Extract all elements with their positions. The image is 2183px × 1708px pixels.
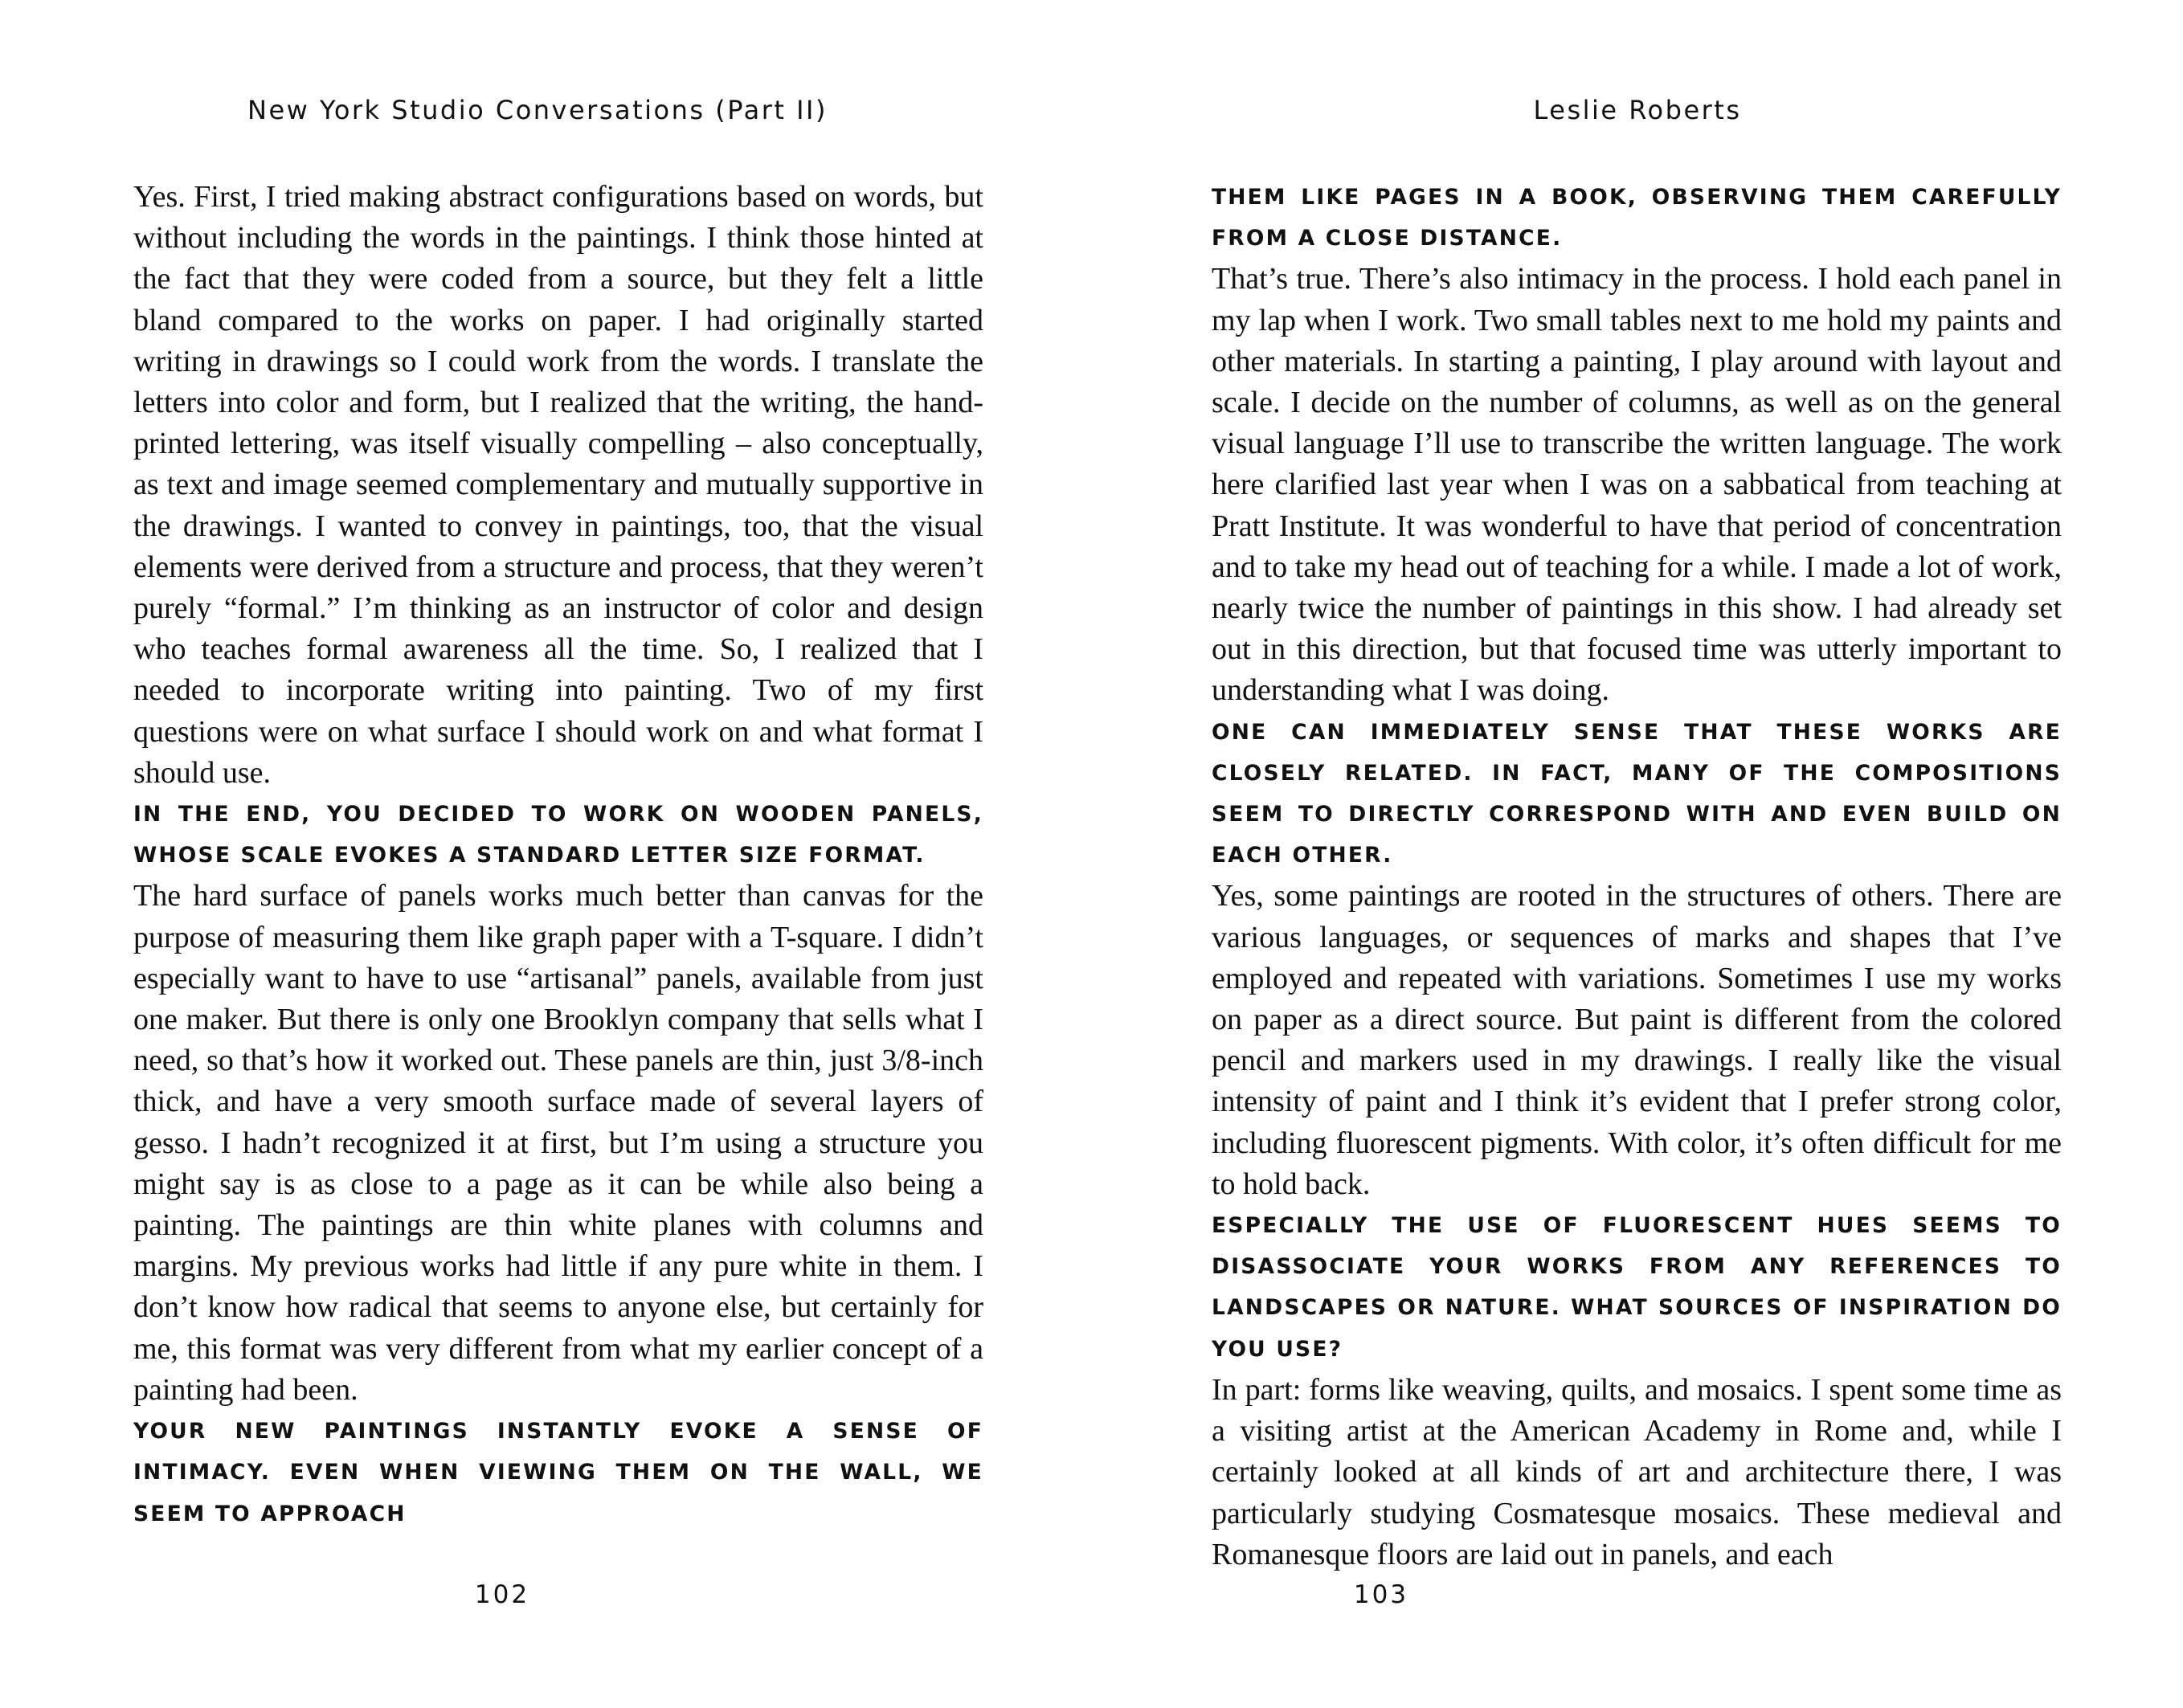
question-paragraph: YOUR NEW PAINTINGS INSTANTLY EVOKE A SENSE OF INTIMACY. EVEN WHEN VIEWING THEM ON THE WALL, WE SEEM TO APPROACH [133,1419,983,1526]
answer-paragraph: Yes. First, I tried making abstract configurations based on words, but without including the words in the paintings. I think those hinted at the fact that they were coded from a source, but they felt a little bland compared to the works on paper. I had originally started writing in drawings so I could work from the words. I translate the letters into color and form, but I realized that the writing, the hand-printed lettering, was itself visually compelling – also conceptually, as text and image seemed complementary and mutually supportive in the drawings. I wanted to convey in paintings, too, that the visual elements were derived from a structure and process, that they weren’t purely “formal.” I’m thinking as an instructor of color and design who teaches formal awareness all the time. So, I realized that I needed to incorporate writing into painting. Two of my first questions were on what surface I should work on and what format I should use. [133,180,983,790]
left-page [0,0,1091,1708]
right-page [1092,0,2183,1708]
page-number-right: 103 [1353,1580,1409,1609]
question-paragraph: ONE CAN IMMEDIATELY SENSE THAT THESE WORKS ARE CLOSELY RELATED. IN FACT, MANY OF THE COMPOSITIONS SEEM TO DIRECTLY CORRESPOND WITH AND EVEN BUILD ON EACH OTHER. [1212,719,2062,868]
answer-paragraph: Yes, some paintings are rooted in the structures of others. There are various languages, or sequences of marks and shapes that I’ve employed and repeated with variations. Sometimes I use my works on paper as a direct source. But paint is different from the colored pencil and markers used in my drawings. I really like the visual intensity of paint and I think it’s evident that I prefer strong color, including fluorescent pigments. With color, it’s often difficult for me to hold back. [1212,879,2062,1201]
right-text-block [1212,177,2062,1575]
question-paragraph: THEM LIKE PAGES IN A BOOK, OBSERVING THEM CAREFULLY FROM A CLOSE DISTANCE. [1212,185,2062,251]
running-head-right: Leslie Roberts [1533,95,1742,125]
question-paragraph: IN THE END, YOU DECIDED TO WORK ON WOODEN PANELS, WHOSE SCALE EVOKES A STANDARD LETTER SIZE FORMAT. [133,802,983,868]
answer-paragraph: The hard surface of panels works much better than canvas for the purpose of measuring them like graph paper with a T-square. I didn’t especially want to have to use “artisanal” panels, available from just one maker. But there is only one Brooklyn company that sells what I need, so that’s how it worked out. These panels are thin, just 3/8-inch thick, and have a very smooth surface made of several layers of gesso. I hadn’t recognized it at first, but I’m using a structure you might say is as close to a page as it can be while also being a painting. The paintings are thin white planes with columns and margins. My previous works had little if any pure white in them. I don’t know how radical that seems to anyone else, but certainly for me, this format was very different from what my earlier concept of a painting had been. [133,879,983,1407]
answer-paragraph: In part: forms like weaving, quilts, and mosaics. I spent some time as a visiting artist at the American Academy in Rome and, while I certainly looked at all kinds of art and architecture there, I was particularly studying Cosmatesque mosaics. These medieval and Romanesque floors are laid out in panels, and each [1212,1372,2062,1571]
question-paragraph: ESPECIALLY THE USE OF FLUORESCENT HUES SEEMS TO DISASSOCIATE YOUR WORKS FROM ANY REFERENCES TO LANDSCAPES OR NATURE. WHAT SOURCES OF INSPIRATION DO YOU USE? [1212,1213,2062,1362]
left-text-block [133,177,983,1534]
page-number-left: 102 [474,1580,530,1609]
running-head-left: New York Studio Conversations (Part II) [247,95,828,125]
answer-paragraph: That’s true. There’s also intimacy in the process. I hold each panel in my lap when I work. Two small tables next to me hold my paints and other materials. In starting a painting, I play around with layout and scale. I decide on the number of columns, as well as on the general visual language I’ll use to transcribe the written language. The work here clarified last year when I was on a sabbatical from teaching at Pratt Institute. It was wonderful to have that period of concentration and to take my head out of teaching for a while. I made a lot of work, nearly twice the number of paintings in this show. I had already set out in this direction, but that focused time was utterly important to understanding what I was doing. [1212,262,2062,708]
